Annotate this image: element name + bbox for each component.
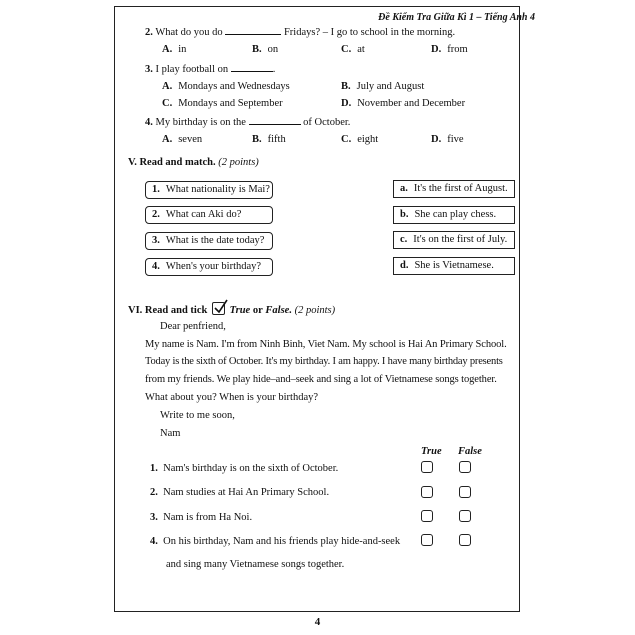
section-title: V. Read and match. <box>128 157 216 168</box>
statement-3-false-checkbox[interactable] <box>459 510 471 522</box>
statement-2: 2. Nam studies at Hai An Primary School. <box>150 487 330 498</box>
section-title: VI. Read and tick <box>128 305 208 316</box>
match-question-3[interactable]: 3. What is the date today? <box>145 232 273 250</box>
column-header-false: False <box>458 446 482 457</box>
option-b[interactable]: B. July and August <box>341 81 425 92</box>
match-question-2[interactable]: 2. What can Aki do? <box>145 206 273 224</box>
option-d[interactable]: D. November and December <box>341 98 466 109</box>
section-6-heading <box>128 302 335 317</box>
statement-1: 1. Nam's birthday is on the sixth of October. <box>150 463 339 474</box>
match-question-4[interactable]: 4. When's your birthday? <box>145 258 273 276</box>
statement-3-true-checkbox[interactable] <box>421 510 433 522</box>
question-number: 2. <box>145 27 153 38</box>
section-5-heading <box>128 156 259 169</box>
question-stem: My birthday is on the <box>155 117 246 128</box>
letter-signature: Nam <box>160 428 181 439</box>
question-stem-end: Fridays? – I go to school in the morning. <box>283 27 456 38</box>
option-d[interactable]: D. five <box>431 134 464 145</box>
question-stem: What do you do <box>155 27 223 38</box>
option-d[interactable]: D. from <box>431 44 468 55</box>
answer-blank[interactable] <box>225 25 281 35</box>
letter-closing: Write to me soon, <box>160 410 235 421</box>
statement-4-false-checkbox[interactable] <box>459 534 471 546</box>
option-c[interactable]: C. at <box>341 44 365 55</box>
statement-2-true-checkbox[interactable] <box>421 486 433 498</box>
option-a[interactable]: A. Mondays and Wednesdays <box>162 81 290 92</box>
answer-blank[interactable] <box>231 62 273 72</box>
option-a[interactable]: A. seven <box>162 134 203 145</box>
letter-line-2: Today is the sixth of October. It's my birthday. I am happy. I have many birthday presents <box>145 356 503 367</box>
option-c[interactable]: C. Mondays and September <box>162 98 283 109</box>
question-number: 3. <box>145 64 153 75</box>
statement-4-true-checkbox[interactable] <box>421 534 433 546</box>
section-points: (2 points) <box>218 157 259 168</box>
option-c[interactable]: C. eight <box>341 134 379 145</box>
question-stem-end: . <box>272 64 276 75</box>
question-stem: I play football on <box>155 64 229 75</box>
option-a[interactable]: A. in <box>162 44 187 55</box>
false-word: False. <box>265 305 292 316</box>
statement-3: 3. Nam is from Ha Noi. <box>150 512 253 523</box>
statement-2-false-checkbox[interactable] <box>459 486 471 498</box>
letter-line-3: from my friends. We play hide–and–seek and sing a lot of Vietnamese songs together. <box>145 374 497 385</box>
section-points: (2 points) <box>294 305 336 316</box>
statement-1-false-checkbox[interactable] <box>459 461 471 473</box>
question-number: 4. <box>145 117 153 128</box>
answer-blank[interactable] <box>249 115 301 125</box>
page-number: 4 <box>314 616 321 628</box>
or-word: or <box>252 305 263 316</box>
question-3 <box>145 62 275 76</box>
statement-1-true-checkbox[interactable] <box>421 461 433 473</box>
letter-line-1: My name is Nam. I'm from Ninh Binh, Viet Nam. My school is Hai An Primary School. <box>145 339 507 350</box>
match-answer-c[interactable]: c. It's on the first of July. <box>393 231 515 249</box>
statement-4: 4. On his birthday, Nam and his friends play hide-and-seek <box>150 536 401 547</box>
header-title: Đề Kiểm Tra Giữa Kì 1 – Tiếng Anh 4 <box>378 12 535 23</box>
option-b[interactable]: B. fifth <box>252 134 286 145</box>
match-answer-b[interactable]: b. She can play chess. <box>393 206 515 224</box>
checkbox-tick-icon <box>212 302 225 315</box>
letter-greeting: Dear penfriend, <box>160 321 226 332</box>
question-stem-end: of October. <box>303 117 351 128</box>
question-2 <box>145 25 455 39</box>
question-4 <box>145 115 350 129</box>
true-word: True <box>229 305 251 316</box>
statement-4-continued: and sing many Vietnamese songs together. <box>166 559 345 570</box>
match-answer-d[interactable]: d. She is Vietnamese. <box>393 257 515 275</box>
match-question-1[interactable]: 1. What nationality is Mai? <box>145 181 273 199</box>
column-header-true: True <box>421 446 442 457</box>
match-answer-a[interactable]: a. It's the first of August. <box>393 180 515 198</box>
option-b[interactable]: B. on <box>252 44 279 55</box>
letter-line-4: What about you? When is your birthday? <box>145 392 319 403</box>
